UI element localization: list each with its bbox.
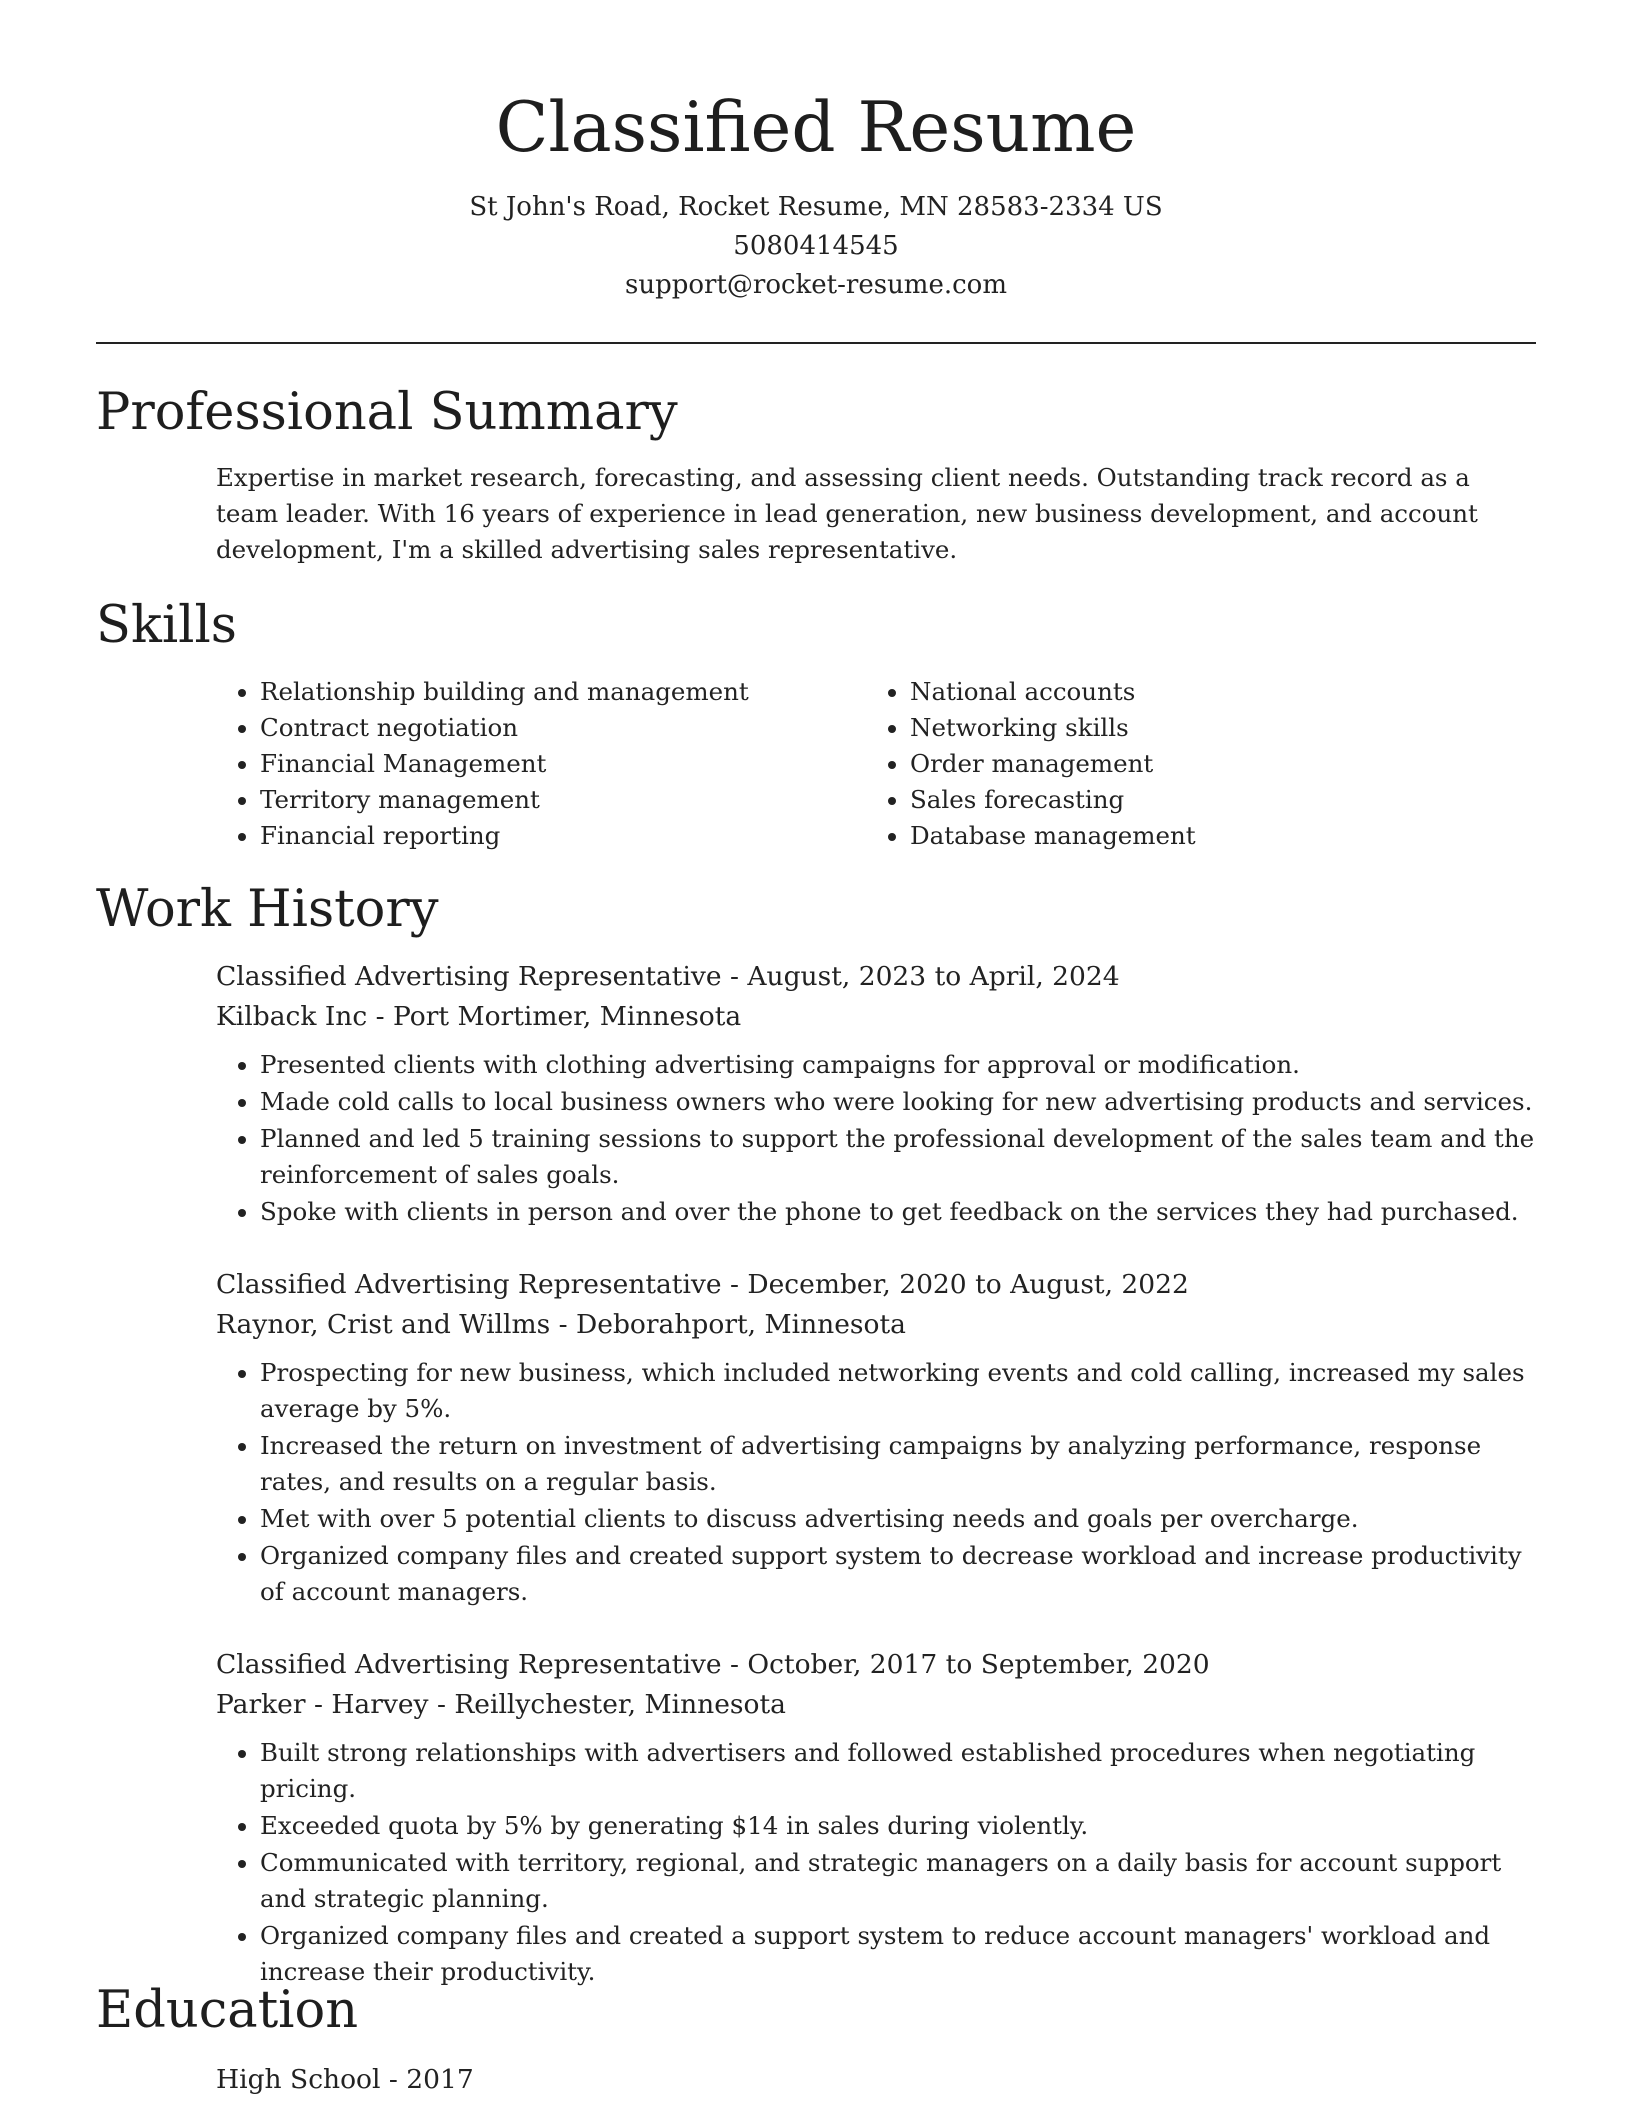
job-company: Parker - Harvey <box>216 1689 429 1720</box>
candidate-name: Classified Resume <box>495 88 1137 168</box>
education-year: - 2017 <box>380 2064 474 2095</box>
skill-item: • Territory management <box>260 782 749 818</box>
job-bullet: • Made cold calls to local business owners who were looking for new advertising products and services. <box>260 1084 1536 1120</box>
job-bullet: • Planned and led 5 training sessions to support the professional development of the sales team and the reinforcement of sales goals. <box>260 1121 1536 1193</box>
skills-list-right <box>866 674 1196 854</box>
skill-item: • Financial reporting <box>260 818 749 854</box>
job-bullet: • Communicated with territory, regional, and strategic managers on a daily basis for account support and strategic planning. <box>260 1845 1536 1917</box>
email: support@rocket-resume.com <box>624 270 1007 300</box>
job-bullet: • Organized company files and created support system to decrease workload and increase productivity of account managers. <box>260 1538 1536 1610</box>
job-role: Classified Advertising Representative <box>216 1649 722 1680</box>
skill-item: • Sales forecasting <box>910 782 1196 818</box>
job-dates: - August, 2023 to April, 2024 <box>721 961 1120 992</box>
skill-item: • Networking skills <box>910 710 1196 746</box>
job-bullet: • Exceeded quota by 5% by generating $14 in sales during violently. <box>260 1808 1536 1844</box>
skills-list-left <box>216 674 749 854</box>
job-entry <box>216 1265 1536 1611</box>
skill-item: • Relationship building and management <box>260 674 749 710</box>
education-heading: Education <box>96 1981 359 2040</box>
job-bullets <box>216 1355 1536 1610</box>
summary-heading: Professional Summary <box>96 383 678 442</box>
job-bullet: • Presented clients with clothing advertising campaigns for approval or modification. <box>260 1047 1536 1083</box>
job-title-line <box>216 1645 1536 1685</box>
job-bullets <box>216 1047 1536 1230</box>
phone: 5080414545 <box>733 231 899 261</box>
job-company-line <box>216 997 1536 1037</box>
work-history-heading: Work History <box>96 880 439 939</box>
summary-text: Expertise in market research, forecasting, and assessing client needs. Outstanding track record as a team leader. With 16 years of experience in lead generation, new business development, and account development, I'm a skilled advertising sales representative. <box>216 463 1478 564</box>
job-bullet: • Increased the return on investment of advertising campaigns by analyzing performance, response rates, and results on a regular basis. <box>260 1428 1536 1500</box>
resume-header <box>0 82 1632 305</box>
job-entry <box>216 1645 1536 1991</box>
job-bullet: • Built strong relationships with advertisers and followed established procedures when negotiating pricing. <box>260 1735 1536 1807</box>
job-dates: - October, 2017 to September, 2020 <box>721 1649 1210 1680</box>
skill-item: • Database management <box>910 818 1196 854</box>
job-company: Raynor, Crist and Willms <box>216 1309 551 1340</box>
job-title-line <box>216 957 1536 997</box>
job-location: - Port Mortimer, Minnesota <box>367 1001 742 1032</box>
education-entry <box>216 2060 1536 2100</box>
skill-item: • Financial Management <box>260 746 749 782</box>
job-dates: - December, 2020 to August, 2022 <box>721 1269 1189 1300</box>
skill-item: • National accounts <box>910 674 1196 710</box>
job-location: - Reillychester, Minnesota <box>428 1689 786 1720</box>
job-company: Kilback Inc <box>216 1001 368 1032</box>
skill-item: • Contract negotiation <box>260 710 749 746</box>
job-location: - Deborahport, Minnesota <box>550 1309 906 1340</box>
job-role: Classified Advertising Representative <box>216 961 722 992</box>
education-degree: High School <box>216 2064 381 2095</box>
address: St John's Road, Rocket Resume, MN 28583-2334 US <box>469 192 1163 222</box>
header-divider <box>96 342 1536 344</box>
job-title-line <box>216 1265 1536 1305</box>
job-bullet: • Organized company files and created a support system to reduce account managers' workload and increase their productivity. <box>260 1918 1536 1990</box>
job-company-line <box>216 1685 1536 1725</box>
job-role: Classified Advertising Representative <box>216 1269 722 1300</box>
skills-heading: Skills <box>96 596 237 655</box>
job-bullet: • Prospecting for new business, which included networking events and cold calling, increased my sales average by 5%. <box>260 1355 1536 1427</box>
job-bullets <box>216 1735 1536 1990</box>
job-bullet: • Spoke with clients in person and over the phone to get feedback on the services they had purchased. <box>260 1194 1536 1230</box>
job-bullet: • Met with over 5 potential clients to discuss advertising needs and goals per overcharge. <box>260 1501 1536 1537</box>
skill-item: • Order management <box>910 746 1196 782</box>
job-company-line <box>216 1305 1536 1345</box>
education-line <box>216 2060 1536 2100</box>
job-entry <box>216 957 1536 1231</box>
